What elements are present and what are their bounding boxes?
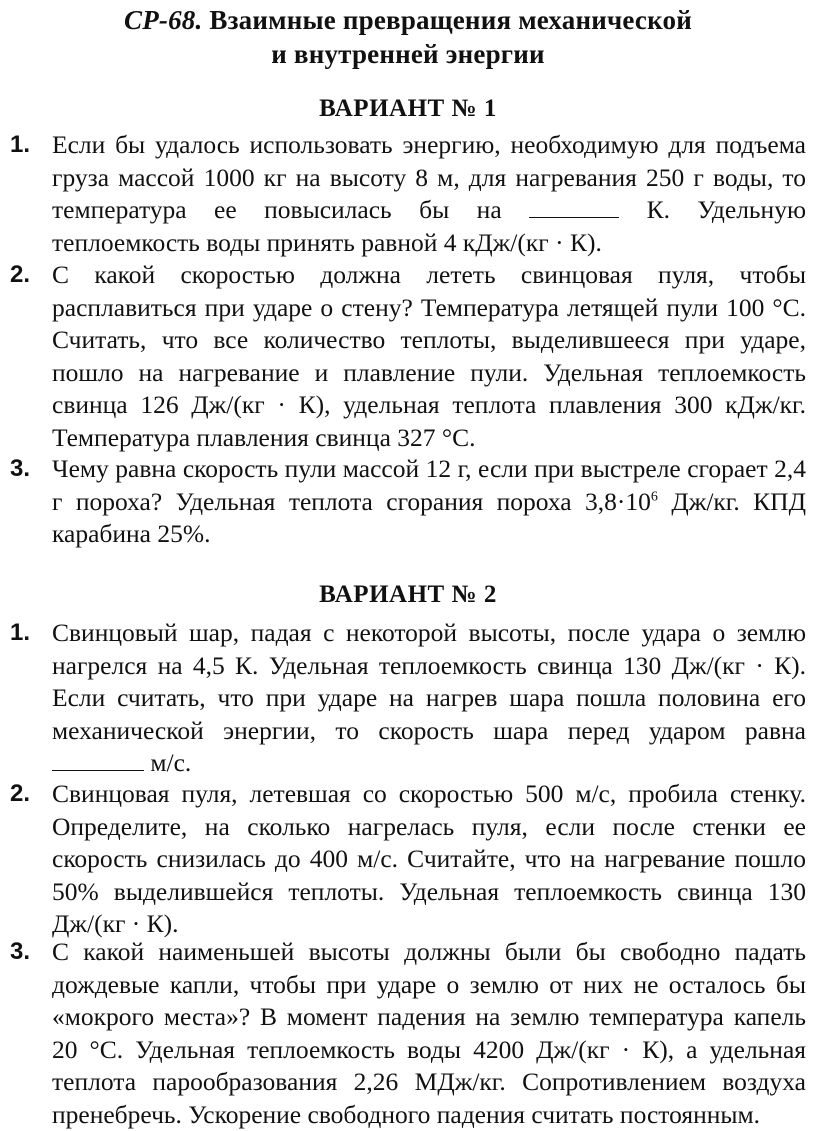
variant-1-problem-2 (10, 259, 806, 454)
problem-text (52, 129, 806, 259)
variant-1-heading: ВАРИАНТ № 1 (319, 95, 497, 122)
problem-text-part-2: Дж/кг. КПД карабина 25%. (52, 486, 806, 548)
problem-text-part-1: Свинцовый шар, падая с некоторой высоты, после удара о землю нагрелся на 4,5 К. Удельная теплоемкость свинца 130 Дж/(кг · К). Если считать, что при ударе на нагрев шара пошла половина его механической энергии, то скорость шара перед ударом равна (52, 618, 806, 745)
answer-blank (52, 750, 144, 771)
problem-number: 2. (10, 780, 31, 807)
variant-2-heading: ВАРИАНТ № 2 (319, 581, 497, 608)
problem-text: С какой скоростью должна лететь свинцовая пуля, чтобы расплавиться при ударе о стену? Температура летящей пули 100 °С. Считать, что все количество теплоты, выделившееся при ударе, пошло на нагревание и плавление пули. Удельная теплоемкость свинца 126 Дж/(кг · К), удельная теплота плавления 300 кДж/кг. Температура плавления свинца 327 °С. (52, 260, 806, 452)
variant-2-problem-2 (10, 778, 806, 941)
variant-1-problem-1 (10, 129, 806, 259)
title-line-2: и внутренней энергии (271, 39, 545, 69)
problem-text (52, 617, 806, 780)
variant-2-problem-3 (10, 936, 806, 1131)
problem-text: С какой наименьшей высоты должны были бы свободно падать дождевые капли, чтобы при ударе о землю от них не осталось бы «мокрого места»? В момент падения на землю температура капель 20 °С. Удельная теплоемкость воды 4200 Дж/(кг · К), а удельная теплота парообразования 2,26 МДж/кг. Сопротивлением воздуха пренебречь. Ускорение свободного падения считать постоянным. (52, 937, 806, 1129)
problem-text: Свинцовая пуля, летевшая со скоростью 500 м/с, пробила стенку. Определите, на сколько нагрелась пуля, если после стенки ее скорость снизилась до 400 м/с. Считайте, что на нагревание пошло 50% выделившейся теплоты. Удельная теплоемкость свинца 130 Дж/(кг · К). (52, 779, 806, 938)
worksheet-code: СР-68. (124, 5, 203, 35)
answer-blank (529, 197, 619, 218)
problem-text (52, 453, 806, 551)
problem-text-part-1: Если бы удалось использовать энергию, необходимую для подъема груза массой 1000 кг на высоту 8 м, для нагревания 250 г воды, то температура ее повысилась бы на (52, 130, 806, 224)
problem-number: 2. (10, 261, 31, 288)
problem-text-part-2: К. Удельную теплоемкость воды принять равной 4 кДж/(кг · К). (52, 195, 807, 257)
problem-number: 3. (10, 455, 31, 482)
title-line-1: Взаимные превращения механической (209, 5, 692, 35)
page-title (0, 4, 816, 36)
problem-text-part-2: м/с. (150, 748, 192, 777)
problem-text-part-1: Чему равна скорость пули массой 12 г, если при выстреле сгорает 2,4 г пороха? Удельная теплота сгорания пороха 3,8·10 (52, 454, 806, 516)
variant-1-problem-3 (10, 453, 806, 551)
problem-number: 1. (10, 619, 31, 646)
variant-2-problem-1 (10, 617, 806, 780)
problem-number: 1. (10, 131, 31, 158)
problem-number: 3. (10, 938, 31, 965)
exponent: 6 (650, 489, 658, 504)
